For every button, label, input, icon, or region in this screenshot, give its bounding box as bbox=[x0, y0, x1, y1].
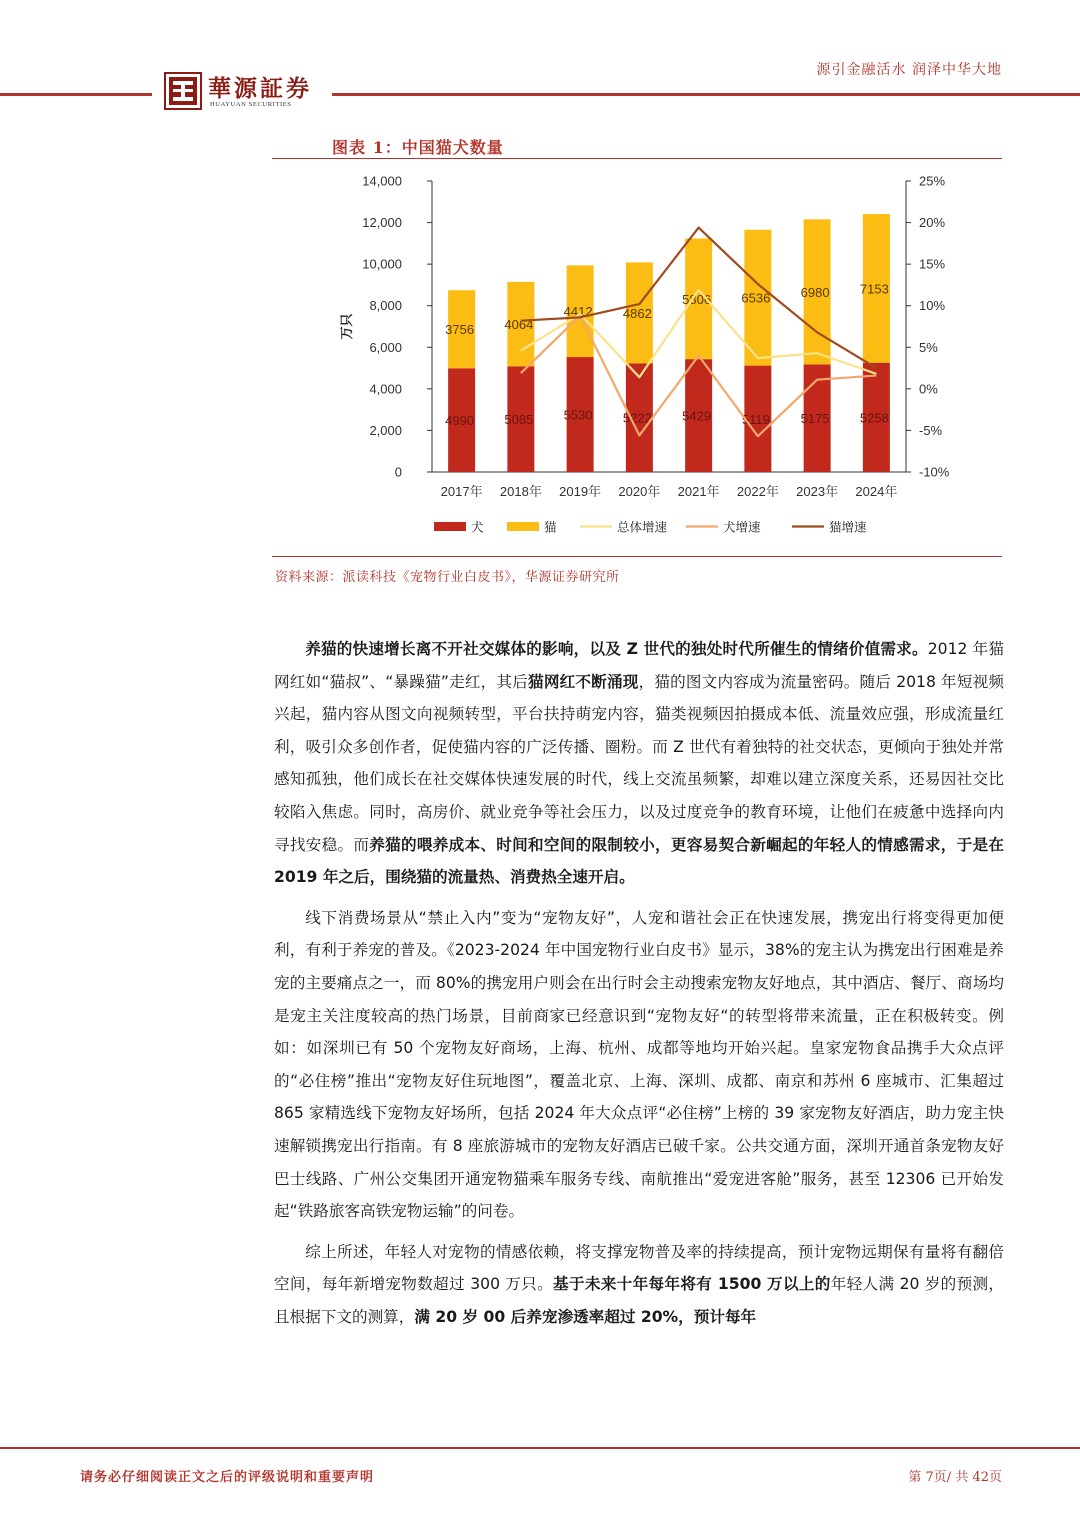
p1-bold-2: 猫网红不断涌现 bbox=[528, 672, 639, 691]
legend-label-猫: 猫 bbox=[544, 520, 557, 535]
p3-bold-1: 基于未来十年每年将有 1500 万以上的 bbox=[553, 1275, 831, 1294]
data-label-cat: 6536 bbox=[741, 290, 771, 306]
figure-title: 图表 1：中国猫犬数量 bbox=[332, 138, 504, 157]
x-tick-label: 2024年 bbox=[855, 484, 898, 499]
page-number: 第 7页/ 共 42页 bbox=[908, 1470, 1002, 1485]
legend-swatch-猫 bbox=[507, 522, 539, 531]
footer-rule bbox=[0, 1447, 1080, 1449]
data-label-dog: 5119 bbox=[741, 411, 770, 427]
y-tick-label-left: 0 bbox=[394, 464, 402, 480]
legend-swatch-犬 bbox=[434, 522, 466, 531]
paragraph-3 bbox=[274, 1236, 1004, 1334]
y-axis-title: 万只 bbox=[339, 313, 354, 340]
y-tick-label-left: 12,000 bbox=[362, 215, 402, 231]
footer-disclaimer: 请务必仔细阅读正文之后的评级说明和重要声明 bbox=[80, 1470, 375, 1485]
data-label-cat: 4064 bbox=[504, 317, 534, 333]
x-tick-label: 2021年 bbox=[677, 484, 720, 499]
x-tick-label: 2022年 bbox=[736, 484, 779, 499]
y-tick-label-right: 25% bbox=[919, 173, 946, 189]
pet-population-chart bbox=[272, 160, 1002, 555]
p3-text-2: 年轻人满 20 岁的预测，且根据下文的测算， bbox=[274, 1275, 1004, 1326]
legend-label-总体增速: 总体增速 bbox=[617, 520, 668, 535]
data-label-cat: 3756 bbox=[445, 322, 475, 338]
header-slogan: 源引金融活水 润泽中华大地 bbox=[816, 62, 1002, 78]
data-label-dog: 5085 bbox=[504, 412, 534, 428]
legend-label-犬增速: 犬增速 bbox=[723, 520, 761, 535]
header-rule-right bbox=[332, 93, 1080, 96]
data-label-dog: 5429 bbox=[682, 408, 712, 424]
paragraph-1 bbox=[274, 633, 1004, 894]
logo-emblem-icon bbox=[164, 72, 202, 110]
x-tick-label: 2017年 bbox=[440, 484, 483, 499]
y-tick-label-left: 4,000 bbox=[369, 381, 402, 397]
data-label-cat: 4862 bbox=[622, 305, 652, 321]
y-tick-label-left: 8,000 bbox=[369, 298, 402, 314]
y-tick-label-right: 15% bbox=[919, 256, 946, 272]
p1-bold-1: 养猫的快速增长离不开社交媒体的影响，以及 Z 世代的独处时代所催生的情绪价值需求。 bbox=[305, 640, 928, 658]
data-label-dog: 5222 bbox=[622, 410, 652, 426]
y-tick-label-right: -5% bbox=[919, 422, 943, 438]
x-tick-label: 2020年 bbox=[618, 484, 661, 499]
data-label-dog: 5258 bbox=[859, 410, 889, 426]
p3-text-1: 综上所述，年轻人对宠物的情感依赖，将支撑宠物普及率的持续提高，预计宠物远期保有量将有翻倍空间，每年新增宠物数超过 300 万只。 bbox=[274, 1242, 1004, 1294]
company-logo bbox=[160, 70, 332, 114]
x-tick-label: 2019年 bbox=[559, 484, 602, 499]
data-label-cat: 6980 bbox=[800, 284, 830, 300]
figure-source: 资料来源：派读科技《宠物行业白皮书》，华源证券研究所 bbox=[275, 570, 620, 585]
brand-name-en: HUAYUAN SECURITIES bbox=[210, 101, 292, 108]
y-tick-label-right: 5% bbox=[919, 339, 938, 355]
header-rule-left bbox=[0, 93, 152, 96]
y-tick-label-right: 20% bbox=[919, 215, 946, 231]
y-tick-label-right: -10% bbox=[919, 464, 950, 480]
brand-name-cn: 華源証券 bbox=[208, 75, 312, 102]
p1-text-1: 2012 年猫网红如“猫叔”、“暴躁猫”走红，其后 bbox=[274, 640, 1004, 691]
y-tick-label-left: 14,000 bbox=[362, 173, 402, 189]
data-label-cat: 4412 bbox=[563, 304, 593, 320]
paragraph-2: 线下消费场景从“禁止入内”变为“宠物友好”，人宠和谐社会正在快速发展，携宠出行将变得更加便利，有利于养宠的普及。《2023-2024 年中国宠物行业白皮书》显示，38%的宠主认为携宠出行困难是养宠的主要痛点之一，而 80%的携宠用户则会在出行时会主动搜索宠物友好地点，其中酒店、餐厅、商场均是宠主关注度较高的热门场景，目前商家已经意识到“宠物友好“的转型将带来流量，正在积极转变。例如：如深圳已有 50 个宠物友好商场，上海、杭州、成都等地均开始兴起。皇家宠物食品携手大众点评的“必住榜”推出“宠物友好住玩地图”，覆盖北京、上海、深圳、成都、南京和苏州 6 座城市、汇集超过 865 家精选线下宠物友好场所，包括 2024 年大众点评“必住榜”上榜的 39 家宠物友好酒店，助力宠主快速解锁携宠出行指南。有 8 座旅游城市的宠物友好酒店已破千家。公共交通方面，深圳开通首条宠物友好巴士线路、广州公交集团开通宠物猫乘车服务专线、南航推出“爱宠进客舱”服务，甚至 12306 已开始发起“铁路旅客高铁宠物运输”的问卷。 bbox=[274, 908, 1004, 1221]
y-tick-label-right: 10% bbox=[919, 298, 946, 314]
data-label-cat: 7153 bbox=[859, 281, 889, 297]
y-tick-label-right: 0% bbox=[919, 381, 938, 397]
legend-label-犬: 犬 bbox=[471, 520, 484, 535]
y-tick-label-left: 10,000 bbox=[362, 256, 402, 272]
body-text bbox=[274, 633, 1004, 1341]
data-label-dog: 5530 bbox=[563, 407, 593, 423]
data-label-cat: 5806 bbox=[682, 291, 712, 307]
data-label-dog: 5175 bbox=[800, 411, 830, 427]
p3-bold-2: 满 20 岁 00 后养宠渗透率超过 20%，预计每年 bbox=[414, 1307, 757, 1326]
legend-label-猫增速: 猫增速 bbox=[829, 520, 867, 535]
figure-top-rule bbox=[272, 158, 1002, 159]
x-tick-label: 2023年 bbox=[796, 484, 839, 499]
p1-bold-3: 养猫的喂养成本、时间和空间的限制较小，更容易契合新崛起的年轻人的情感需求，于是在 2019 年之后，围绕猫的流量热、消费热全速开启。 bbox=[274, 835, 1004, 887]
data-label-dog: 4990 bbox=[445, 413, 475, 429]
p1-text-2: ，猫的图文内容成为流量密码。随后 2018 年短视频兴起，猫内容从图文向视频转型，平台扶持萌宠内容，猫类视频因拍摄成本低、流量效应强，形成流量红利，吸引众多创作者，促使猫内容的广泛传播、圈粉。而 Z 世代有着独特的社交状态，更倾向于独处并常感知孤独，他们成长在社交媒体快速发展的时代，线上交流虽频繁，却难以建立深度关系，还易因社交比较陷入焦虑。同时，高房价、就业竞争等社会压力，以及过度竞争的教育环境，让他们在疲惫中选择向内寻找安稳。而 bbox=[274, 672, 1004, 854]
figure-bottom-rule bbox=[272, 556, 1002, 557]
x-tick-label: 2018年 bbox=[499, 484, 542, 499]
y-tick-label-left: 2,000 bbox=[369, 422, 402, 438]
y-tick-label-left: 6,000 bbox=[369, 339, 402, 355]
